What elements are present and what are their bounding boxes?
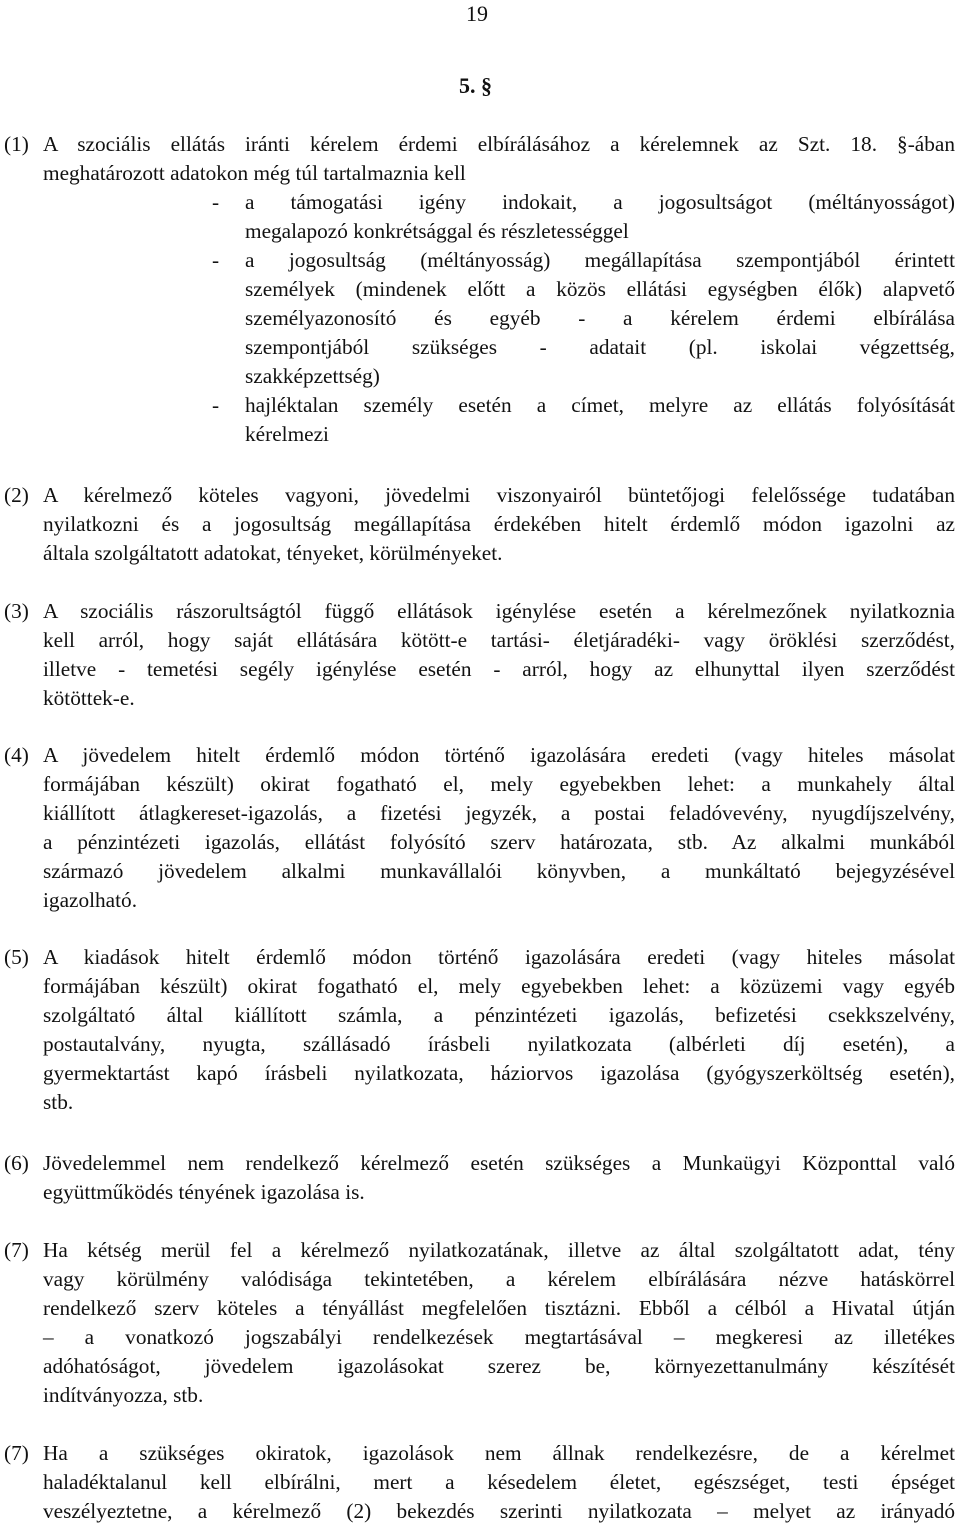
text-line: formájában készült) okirat fogatható el, mely egyebekben lehet: a közüzemi vagy egyéb: [43, 974, 955, 998]
text-line: Ha a szükséges okiratok, igazolások nem állnak rendelkezésre, de a kérelmet: [43, 1441, 955, 1465]
text-line: szempontjából szükséges - adatait (pl. iskolai végzettség,: [245, 335, 955, 359]
text-line: rendelkező szerv köteles a tényállást megfelelően tisztázni. Ebből a célból a Hivatal útján: [43, 1296, 955, 1320]
text-line: személyek (mindenek előtt a közös ellátási egységben élők) alapvető: [245, 277, 955, 301]
text-line: indítványozza, stb.: [43, 1383, 204, 1407]
text-line: adóhatóságot, jövedelem igazolásokat szerez be, környezettanulmány készítését: [43, 1354, 955, 1378]
text-line: kötöttek-e.: [43, 686, 135, 710]
list-dash: -: [212, 393, 220, 417]
paragraph-number: (3): [4, 599, 29, 623]
text-line: a jogosultság (méltányosság) megállapítása szempontjából érintett: [245, 248, 955, 272]
text-line: gyermektartást kapó írásbeli nyilatkozata, háziorvos igazolása (gyógyszerköltség esetén),: [43, 1061, 955, 1085]
text-line: általa szolgáltatott adatokat, tényeket, körülményeket.: [43, 541, 503, 565]
text-line: Jövedelemmel nem rendelkező kérelmező esetén szükséges a Munkaügyi Központtal való: [43, 1151, 955, 1175]
text-line: – a vonatkozó jogszabályi rendelkezések megtartásával – megkeresi az illetékes: [43, 1325, 955, 1349]
text-line: A kiadások hitelt érdemlő módon történő igazolására eredeti (vagy hiteles másolat: [43, 945, 955, 969]
paragraph-number: (1): [4, 132, 29, 156]
text-line: kérelmezi: [245, 422, 329, 446]
list-dash: -: [212, 190, 220, 214]
paragraph-number: (7): [4, 1441, 29, 1465]
text-line: származó jövedelem alkalmi munkavállalói könyvben, a munkáltató bejegyzésével: [43, 859, 955, 883]
text-line: A szociális ellátás iránti kérelem érdemi elbírálásához a kérelemnek az Szt. 18. §-ában: [43, 132, 955, 156]
text-line: megalapozó konkrétsággal és részletességgel: [245, 219, 629, 243]
section-heading: 5. §: [459, 73, 492, 98]
text-line: A jövedelem hitelt érdemlő módon történő igazolására eredeti (vagy hiteles másolat: [43, 743, 955, 767]
paragraph-number: (6): [4, 1151, 29, 1175]
text-line: személyazonosító és egyéb - a kérelem érdemi elbírálása: [245, 306, 955, 330]
text-line: illetve - temetési segély igénylése esetén - arról, hogy az elhunyttal ilyen szerződést: [43, 657, 955, 681]
text-line: stb.: [43, 1090, 74, 1114]
paragraph-number: (4): [4, 743, 29, 767]
text-line: Ha kétség merül fel a kérelmező nyilatkozatának, illetve az által szolgáltatott adat, tény: [43, 1238, 955, 1262]
text-line: A kérelmező köteles vagyoni, jövedelmi viszonyairól büntetőjogi felelőssége tudatában: [43, 483, 955, 507]
text-line: postautalvány, nyugta, szállásadó írásbeli nyilatkozata (albérleti díj esetén), a: [43, 1032, 955, 1056]
text-line: meghatározott adatokon még túl tartalmaznia kell: [43, 161, 466, 185]
text-line: vagy körülmény valódisága tekintetében, a kérelem elbírálására nézve hatáskörrel: [43, 1267, 955, 1291]
text-line: hajléktalan személy esetén a címet, melyre az ellátás folyósítását: [245, 393, 955, 417]
text-line: kiállított átlagkereset-igazolás, a fizetési jegyzék, a postai feladóvevény, nyugdíjszelvény,: [43, 801, 955, 825]
page-number: 19: [466, 1, 488, 26]
text-line: A szociális rászorultságtól függő ellátások igénylése esetén a kérelmezőnek nyilatkoznia: [43, 599, 955, 623]
text-line: szolgáltató által kiállított számla, a pénzintézeti igazolás, befizetési csekkszelvény,: [43, 1003, 955, 1027]
text-line: szakképzettség): [245, 364, 380, 388]
paragraph-number: (5): [4, 945, 29, 969]
text-line: igazolható.: [43, 888, 138, 912]
paragraph-number: (2): [4, 483, 29, 507]
text-line: formájában készült) okirat fogatható el, mely egyebekben lehet: a munkahely által: [43, 772, 955, 796]
text-line: a támogatási igény indokait, a jogosultságot (méltányosságot): [245, 190, 955, 214]
text-line: nyilatkozni és a jogosultság megállapítása érdekében hitelt érdemlő módon igazolni az: [43, 512, 955, 536]
paragraph-number: (7): [4, 1238, 29, 1262]
list-dash: -: [212, 248, 220, 272]
text-line: a pénzintézeti igazolás, ellátást folyósító szerv határozata, stb. Az alkalmi munkából: [43, 830, 955, 854]
text-line: együttműködés tényének igazolása is.: [43, 1180, 365, 1204]
text-line: veszélyeztetne, a kérelmező (2) bekezdés szerinti nyilatkozata – melyet az irányadó: [43, 1499, 955, 1523]
text-line: haladéktalanul kell elbírálni, mert a késedelem életet, egészséget, testi épséget: [43, 1470, 955, 1494]
text-line: kell arról, hogy saját ellátására kötött-e tartási- életjáradéki- vagy öröklési szerződést,: [43, 628, 955, 652]
